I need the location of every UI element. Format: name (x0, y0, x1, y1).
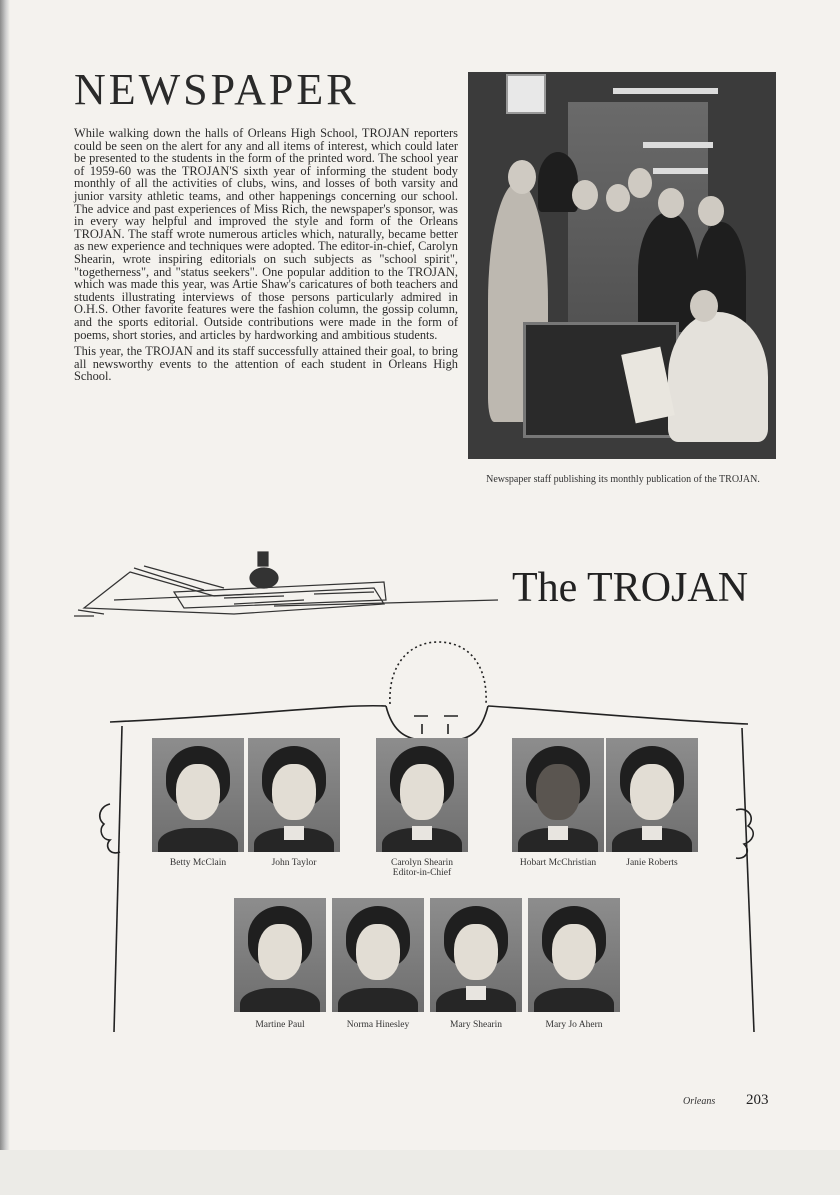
wall-clock (506, 74, 546, 114)
student-face (572, 180, 598, 210)
ceiling-light (613, 88, 718, 94)
student-face (698, 196, 724, 226)
portrait-face (630, 764, 674, 820)
portrait-photo (248, 738, 340, 852)
portrait-collar (412, 826, 432, 840)
binding-spine (0, 0, 10, 1195)
student-face (690, 290, 718, 322)
student-figure (638, 212, 698, 332)
portrait-body (158, 828, 238, 852)
desk-sketch-illustration (74, 548, 504, 620)
portrait-face (400, 764, 444, 820)
portrait-photo (332, 898, 424, 1012)
portrait-name: Martine Paul (255, 1020, 305, 1030)
portrait-photo (430, 898, 522, 1012)
portrait-collar (466, 986, 486, 1000)
portrait-face (536, 764, 580, 820)
portrait-photo (376, 738, 468, 852)
portrait-photo (606, 738, 698, 852)
article-paragraph-1: While walking down the halls of Orleans High School, TROJAN reporters could be seen on the alert for any and all items of interest, which could later be presented to the students in the form of the printed word. The school year of 1959-60 was the TROJAN'S sixth year of informing the student body monthly of all the activities of clubs, wins, and losses of both varsity and junior varsity athletic teams, and other happenings concerning our school. The advice and past experiences of Miss Rich, the newspaper's sponsor, was in every way helpful and improved the style and form of the Orleans TROJAN. The staff wrote numerous articles which, naturally, became better as new experience and techniques were adopted. The editor-in-chief, Carolyn Shearin, wrote inspiring editorials on such subjects as "school spirit", "togetherness", and "status seekers". One popular addition to the TROJAN, which was made this year, was Artie Shaw's caricatures of both teachers and students illustrating interviews of those persons particularly admired in O.H.S. Other favorite features were the fashion column, the gossip column, and the sports editorial. Outside contributions were made in the form of poems, short stories, and articles by hardworking and ambitious students. (74, 126, 458, 342)
portrait-name: Hobart McChristian (519, 858, 597, 868)
section-title: The TROJAN (512, 565, 749, 611)
portrait-name: Mary Shearin (450, 1020, 502, 1030)
student-figure (538, 152, 578, 212)
portrait-photo (152, 738, 244, 852)
student-face (508, 160, 536, 194)
portrait-collar (284, 826, 304, 840)
portrait-name-line: Carolyn Shearin (390, 858, 453, 868)
portrait-role: Editor-in-Chief (392, 868, 452, 878)
portrait-name: Mary Jo Ahern (545, 1020, 603, 1030)
student-figure (668, 312, 768, 442)
portrait-name: John Taylor (271, 858, 317, 868)
portrait-body (534, 988, 614, 1012)
portrait-name: Betty McClain (169, 858, 227, 868)
portrait-body (338, 988, 418, 1012)
portrait-face (258, 924, 302, 980)
portrait-face (272, 764, 316, 820)
page-number: 203 (746, 1092, 769, 1108)
student-face (606, 184, 630, 212)
portrait-name: Janie Roberts (626, 858, 678, 868)
portrait-face (176, 764, 220, 820)
portrait-face (356, 924, 400, 980)
ceiling-light (653, 168, 708, 174)
staff-photo (468, 72, 776, 459)
page-heading: NEWSPAPER (74, 65, 359, 114)
portrait-photo (234, 898, 326, 1012)
portrait-name (362, 858, 482, 878)
article-body (74, 127, 458, 387)
portrait-photo (528, 898, 620, 1012)
portrait-photo (512, 738, 604, 852)
portrait-collar (548, 826, 568, 840)
student-face (628, 168, 652, 198)
portrait-name: Norma Hinesley (346, 1020, 410, 1030)
portrait-face (552, 924, 596, 980)
portrait-body (240, 988, 320, 1012)
page-bottom-edge (0, 1150, 840, 1195)
article-paragraph-2: This year, the TROJAN and its staff successfully attained their goal, to bring all newsworthy events to the attention of each student in Orleans High School. (74, 344, 458, 384)
portrait-face (454, 924, 498, 980)
ceiling-light (643, 142, 713, 148)
footer-school-name: Orleans (683, 1096, 716, 1107)
portrait-collar (642, 826, 662, 840)
student-face (658, 188, 684, 218)
photo-caption: Newspaper staff publishing its monthly publication of the TROJAN. (486, 474, 760, 485)
